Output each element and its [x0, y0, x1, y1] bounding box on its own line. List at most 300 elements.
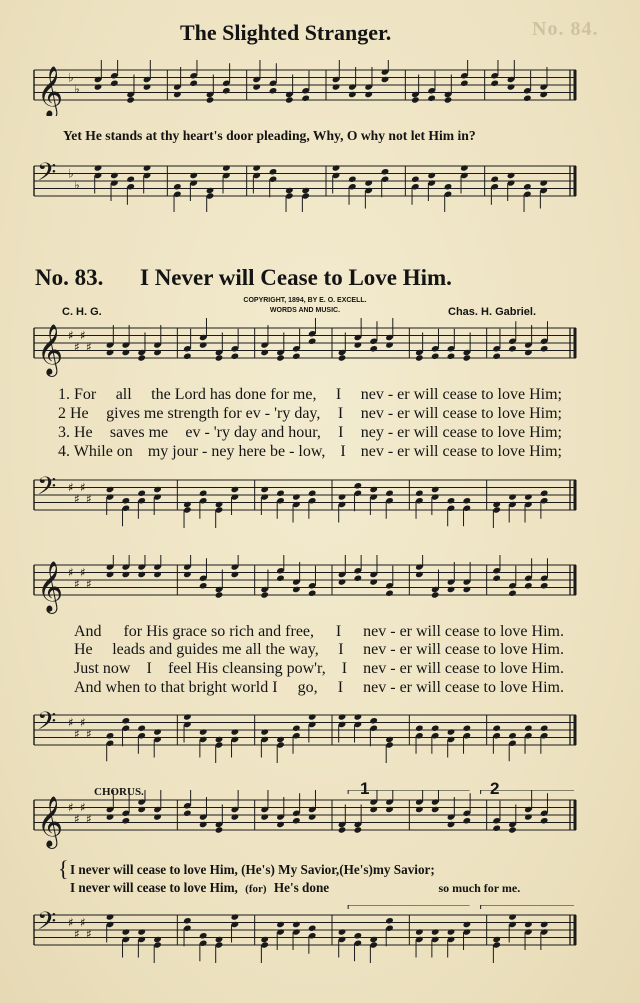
- flat-icon: ♭: [74, 177, 80, 192]
- notehead: [122, 571, 131, 578]
- notehead: [523, 183, 532, 190]
- treble-clef-icon: 𝄞: [37, 796, 64, 847]
- notehead: [508, 493, 517, 500]
- notehead: [292, 921, 301, 928]
- lyric-segment: I: [146, 660, 152, 677]
- notehead: [276, 354, 285, 361]
- notehead: [354, 713, 363, 720]
- notehead: [492, 825, 501, 832]
- notehead: [492, 936, 501, 943]
- lyric-segment: I: [340, 443, 346, 460]
- notehead: [431, 725, 440, 732]
- notehead: [490, 176, 499, 183]
- sharp-icon: ♯: [86, 811, 92, 826]
- notehead: [143, 83, 152, 90]
- notehead: [183, 501, 192, 508]
- notehead: [122, 928, 131, 935]
- notehead: [508, 345, 517, 352]
- lyric-segment: I: [338, 641, 344, 658]
- chorus-line-2-for: (for): [245, 883, 267, 895]
- verse-line: [74, 679, 564, 697]
- notehead: [183, 810, 192, 817]
- notehead: [463, 817, 472, 824]
- notehead: [385, 490, 394, 497]
- bleed-through-number: No. 84.: [532, 18, 599, 40]
- notehead: [463, 586, 472, 593]
- lyric-segment: nev - er will cease to love Him.: [363, 623, 564, 640]
- sharp-icon: ♯: [80, 328, 86, 343]
- treble-clef-icon: 𝄞: [37, 66, 64, 116]
- notehead: [447, 928, 456, 935]
- lyric-segment: 4. While on: [58, 443, 133, 460]
- notehead: [215, 826, 224, 833]
- notehead: [153, 936, 162, 943]
- notehead: [354, 826, 363, 833]
- notehead: [137, 490, 146, 497]
- notehead: [385, 917, 394, 924]
- lyric-segment: saves me: [109, 424, 169, 441]
- second-ending-bracket: [481, 790, 574, 794]
- notehead: [199, 341, 208, 348]
- notehead: [463, 354, 472, 361]
- notehead: [106, 349, 115, 356]
- notehead: [415, 354, 424, 361]
- copyright-notice: [220, 296, 390, 316]
- chorus-line-2: [70, 879, 520, 898]
- notehead: [332, 164, 341, 171]
- notehead: [364, 91, 373, 98]
- notehead: [153, 349, 162, 356]
- bass-clef-icon: 𝄢: [37, 472, 57, 507]
- notehead: [463, 921, 472, 928]
- notehead: [540, 345, 549, 352]
- previous-hymn-title: The Slighted Stranger.: [180, 20, 392, 45]
- notehead: [137, 806, 146, 813]
- notehead: [173, 91, 182, 98]
- chorus-line-1: I never will cease to love Him, (He's) My Savior,(He's)my Savior;: [70, 862, 435, 877]
- notehead: [183, 353, 192, 360]
- notehead: [292, 493, 301, 500]
- notehead: [447, 586, 456, 593]
- notehead: [308, 338, 317, 345]
- notehead: [222, 87, 231, 94]
- notehead: [231, 913, 240, 920]
- lyric-segment: nev - er will cease to love Him.: [363, 679, 564, 696]
- notehead: [122, 817, 131, 824]
- notehead: [524, 582, 533, 589]
- notehead: [463, 497, 472, 504]
- notehead: [292, 725, 301, 732]
- chorus-label: CHORUS.: [94, 786, 144, 798]
- notehead: [106, 486, 115, 493]
- system1-bass-staff: [28, 470, 580, 532]
- notehead: [338, 713, 347, 720]
- notehead: [260, 728, 269, 735]
- notehead: [348, 91, 357, 98]
- notehead: [447, 728, 456, 735]
- copyright-line: COPYRIGHT, 1894, BY E. O. EXCELL.: [243, 297, 367, 304]
- notehead: [260, 936, 269, 943]
- sharp-icon: ♯: [68, 328, 74, 343]
- hymn-number: No. 83.: [35, 265, 104, 290]
- notehead: [126, 176, 135, 183]
- notehead: [122, 349, 131, 356]
- notehead: [110, 172, 119, 179]
- notehead: [137, 725, 146, 732]
- notehead: [369, 486, 378, 493]
- notehead: [338, 826, 347, 833]
- previous-hymn-lyric: Yet He stands at thy heart's door pleading, Why, O why not let Him in?: [63, 128, 476, 143]
- sharp-icon: ♯: [86, 491, 92, 506]
- notehead: [348, 176, 357, 183]
- notehead: [153, 728, 162, 735]
- notehead: [540, 921, 549, 928]
- notehead: [301, 187, 310, 194]
- notehead: [447, 821, 456, 828]
- notehead: [369, 936, 378, 943]
- notehead: [508, 732, 517, 739]
- notehead: [122, 717, 131, 724]
- notehead: [153, 571, 162, 578]
- notehead: [153, 813, 162, 820]
- lyric-segment: nev - er will cease to love Him;: [360, 405, 562, 422]
- sharp-icon: ♯: [80, 800, 86, 815]
- verse-line: [58, 424, 562, 442]
- notehead: [431, 806, 440, 813]
- notehead: [260, 486, 269, 493]
- notehead: [285, 187, 294, 194]
- sharp-icon: ♯: [86, 926, 92, 941]
- notehead: [508, 913, 517, 920]
- sharp-icon: ♯: [68, 915, 74, 930]
- lyric-segment: nev - er will cease to love Him.: [363, 660, 564, 677]
- lyric-segment: nev - er will cease to love Him;: [360, 386, 562, 403]
- notehead: [106, 913, 115, 920]
- notehead: [427, 172, 436, 179]
- notehead: [215, 736, 224, 743]
- notehead: [369, 717, 378, 724]
- sharp-icon: ♯: [80, 715, 86, 730]
- notehead: [183, 571, 192, 578]
- notehead: [540, 582, 549, 589]
- notehead: [260, 813, 269, 820]
- notehead: [308, 713, 317, 720]
- lyric-segment: the Lord has done for me,: [151, 386, 317, 403]
- flat-icon: ♭: [74, 81, 80, 96]
- notehead: [106, 732, 115, 739]
- verse-line: [58, 386, 562, 404]
- flat-icon: ♭: [68, 166, 74, 181]
- first-ending-bracket: [348, 905, 469, 909]
- notehead: [524, 921, 533, 928]
- prev-treble-staff: [28, 60, 580, 116]
- notehead: [524, 349, 533, 356]
- sharp-icon: ♯: [68, 800, 74, 815]
- notehead: [415, 928, 424, 935]
- notehead: [231, 728, 240, 735]
- notehead: [507, 83, 516, 90]
- notehead: [415, 725, 424, 732]
- notehead: [354, 575, 363, 582]
- notehead: [540, 817, 549, 824]
- sharp-icon: ♯: [74, 339, 80, 354]
- lyric-segment: I: [338, 424, 344, 441]
- notehead: [106, 571, 115, 578]
- notehead: [276, 821, 285, 828]
- notehead: [231, 353, 240, 360]
- lyric-segment: 3. He: [58, 424, 93, 441]
- sharp-icon: ♯: [80, 915, 86, 930]
- notehead: [94, 164, 103, 171]
- copyright-words-music: WORDS AND MUSIC.: [269, 307, 341, 314]
- notehead: [354, 482, 363, 489]
- notehead: [492, 725, 501, 732]
- chorus-brace: {: [58, 856, 69, 881]
- lyric-segment: I: [335, 386, 342, 403]
- notehead: [385, 590, 394, 597]
- sharp-icon: ♯: [74, 926, 80, 941]
- notehead: [431, 486, 440, 493]
- notehead: [523, 95, 532, 102]
- notehead: [508, 590, 517, 597]
- notehead: [460, 80, 469, 87]
- hymn-title: I Never will Cease to Love Him.: [140, 265, 452, 290]
- verse-line: [74, 641, 564, 659]
- sharp-icon: ♯: [80, 565, 86, 580]
- notehead: [332, 83, 341, 90]
- lyric-segment: 1. For: [58, 386, 97, 403]
- system2-bass-staff: [28, 705, 580, 767]
- composer-name: Chas. H. Gabriel.: [448, 306, 537, 318]
- chorus-line-2-end: so much for me.: [438, 881, 521, 895]
- notehead: [463, 725, 472, 732]
- notehead: [199, 932, 208, 939]
- sharp-icon: ♯: [80, 480, 86, 495]
- notehead: [173, 183, 182, 190]
- lyricist-initials: C. H. G.: [62, 306, 102, 318]
- notehead: [460, 164, 469, 171]
- notehead: [427, 95, 436, 102]
- verse-line: [74, 623, 564, 641]
- notehead: [269, 87, 278, 94]
- notehead: [285, 96, 294, 103]
- lyric-segment: all: [115, 386, 132, 403]
- notehead: [369, 345, 378, 352]
- lyric-segment: ney - er will cease to love Him;: [360, 424, 562, 441]
- notehead: [364, 179, 373, 186]
- system3-treble-staff: [28, 790, 580, 858]
- bass-clef-icon: 𝄢: [37, 158, 57, 193]
- notehead: [447, 353, 456, 360]
- lyric-segment: And when to that bright world I: [74, 679, 278, 696]
- notehead: [431, 591, 440, 598]
- notehead: [231, 571, 240, 578]
- notehead: [354, 932, 363, 939]
- lyric-segment: gives me strength for ev - 'ry day,: [106, 405, 321, 422]
- notehead: [292, 817, 301, 824]
- first-ending-bracket: [348, 790, 469, 794]
- notehead: [252, 164, 261, 171]
- notehead: [137, 354, 146, 361]
- notehead: [338, 354, 347, 361]
- notehead: [539, 179, 548, 186]
- notehead: [524, 493, 533, 500]
- notehead: [215, 354, 224, 361]
- notehead: [215, 936, 224, 943]
- sharp-icon: ♯: [74, 576, 80, 591]
- notehead: [492, 575, 501, 582]
- notehead: [507, 172, 516, 179]
- first-ending-number: 1: [360, 779, 370, 798]
- system2-treble-staff: [28, 555, 580, 617]
- second-ending-bracket: [481, 905, 574, 909]
- notehead: [231, 486, 240, 493]
- notehead: [431, 353, 440, 360]
- notehead: [260, 591, 269, 598]
- notehead: [524, 725, 533, 732]
- notehead: [94, 83, 103, 90]
- notehead: [143, 164, 152, 171]
- notehead: [215, 591, 224, 598]
- notehead: [153, 486, 162, 493]
- notehead: [540, 490, 549, 497]
- notehead: [385, 806, 394, 813]
- lyric-segment: I: [337, 405, 344, 422]
- bass-clef-icon: 𝄢: [37, 707, 57, 742]
- notehead: [444, 96, 453, 103]
- notehead: [206, 187, 215, 194]
- sharp-icon: ♯: [74, 811, 80, 826]
- notehead: [301, 95, 310, 102]
- notehead: [276, 736, 285, 743]
- notehead: [490, 80, 499, 87]
- sharp-icon: ♯: [68, 715, 74, 730]
- verse-line: [74, 660, 564, 678]
- chorus-line-2-start: I never will cease to love Him,: [70, 880, 238, 895]
- lyric-segment: I: [337, 679, 344, 696]
- notehead: [137, 571, 146, 578]
- notehead: [524, 813, 533, 820]
- lyric-segment: nev - er will cease to love Him.: [363, 641, 564, 658]
- lyric-segment: 2 He: [58, 405, 89, 422]
- notehead: [276, 921, 285, 928]
- lyric-segment: feel His cleansing pow'r,: [167, 660, 326, 677]
- notehead: [215, 501, 224, 508]
- lyric-segment: And: [74, 623, 102, 640]
- notehead: [276, 490, 285, 497]
- lyric-segment: leads and guides me all the way,: [112, 641, 319, 658]
- notehead: [354, 341, 363, 348]
- notehead: [308, 490, 317, 497]
- notehead: [183, 917, 192, 924]
- notehead: [122, 497, 131, 504]
- notehead: [276, 575, 285, 582]
- notehead: [411, 176, 420, 183]
- sharp-icon: ♯: [74, 491, 80, 506]
- sharp-icon: ♯: [74, 726, 80, 741]
- verse-line: [58, 443, 562, 461]
- sharp-icon: ♯: [86, 339, 92, 354]
- notehead: [415, 490, 424, 497]
- notehead: [206, 96, 215, 103]
- notehead: [189, 80, 198, 87]
- notehead: [338, 928, 347, 935]
- notehead: [540, 725, 549, 732]
- notehead: [231, 813, 240, 820]
- notehead: [415, 806, 424, 813]
- notehead: [381, 76, 390, 83]
- notehead: [308, 925, 317, 932]
- notehead: [539, 91, 548, 98]
- system1-treble-staff: [28, 318, 580, 380]
- chorus-line-2-mid: He's done: [273, 880, 330, 895]
- notehead: [292, 586, 301, 593]
- notehead: [381, 168, 390, 175]
- notehead: [260, 349, 269, 356]
- notehead: [183, 713, 192, 720]
- notehead: [444, 183, 453, 190]
- prev-bass-staff: [28, 156, 580, 212]
- notehead: [106, 813, 115, 820]
- lyric-segment: I: [341, 660, 348, 677]
- notehead: [199, 728, 208, 735]
- notehead: [292, 353, 301, 360]
- notehead: [338, 493, 347, 500]
- sharp-icon: ♯: [86, 726, 92, 741]
- flat-icon: ♭: [68, 70, 74, 85]
- notehead: [431, 928, 440, 935]
- lyric-segment: ev - 'ry day and hour,: [185, 424, 321, 441]
- notehead: [369, 806, 378, 813]
- notehead: [447, 497, 456, 504]
- notehead: [415, 571, 424, 578]
- notehead: [126, 96, 135, 103]
- notehead: [385, 736, 394, 743]
- second-ending-number: 2: [490, 779, 500, 798]
- notehead: [199, 490, 208, 497]
- verse-line: [58, 405, 562, 423]
- lyric-segment: for His grace so rich and free,: [123, 623, 315, 640]
- sharp-icon: ♯: [68, 480, 74, 495]
- notehead: [199, 821, 208, 828]
- notehead: [252, 83, 261, 90]
- notehead: [199, 582, 208, 589]
- lyric-segment: my jour - ney here be - low,: [147, 443, 326, 460]
- notehead: [492, 501, 501, 508]
- sharp-icon: ♯: [68, 565, 74, 580]
- system3-bass-staff: [28, 905, 580, 969]
- lyric-segment: nev - er will cease to love Him;: [360, 443, 562, 460]
- notehead: [222, 164, 231, 171]
- notehead: [189, 172, 198, 179]
- lyric-segment: go,: [297, 679, 318, 696]
- notehead: [411, 96, 420, 103]
- notehead: [338, 578, 347, 585]
- notehead: [269, 168, 278, 175]
- notehead: [508, 826, 517, 833]
- notehead: [308, 813, 317, 820]
- notehead: [308, 590, 317, 597]
- bass-clef-icon: 𝄢: [37, 907, 57, 942]
- notehead: [369, 578, 378, 585]
- notehead: [137, 928, 146, 935]
- notehead: [492, 353, 501, 360]
- lyric-segment: Just now: [74, 660, 131, 677]
- lyric-segment: I: [335, 623, 342, 640]
- treble-clef-icon: 𝄞: [37, 324, 64, 375]
- lyric-segment: He: [74, 641, 93, 658]
- sharp-icon: ♯: [86, 576, 92, 591]
